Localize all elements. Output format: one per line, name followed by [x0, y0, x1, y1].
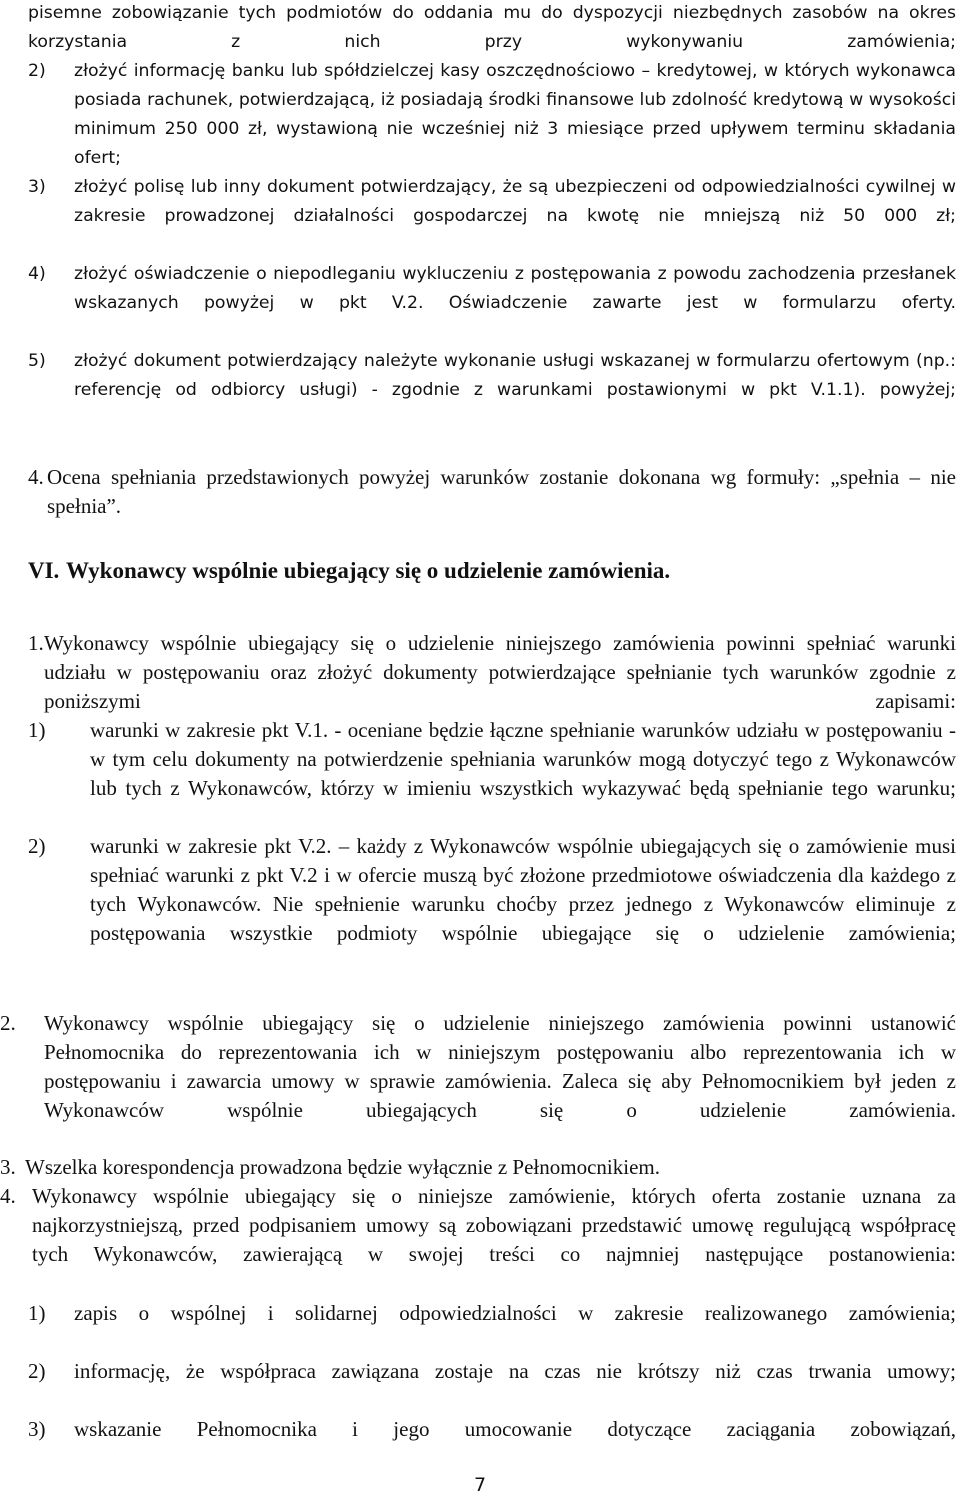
item4-number: 4): [28, 264, 46, 284]
item4-text: złożyć oświadczenie o niepodleganiu wykluczeniu z postępowania z powodu zachodzenia przesłanek wskazanych powyżej w pkt V.2. Oświadczenie zawarte jest w formularzu oferty.: [74, 264, 956, 313]
vi-point4: [0, 1182, 956, 1269]
vi-point1-sub2: [28, 832, 956, 948]
vi-point2: [0, 1009, 956, 1125]
vi-point3-text: Wszelka korespondencja prowadzona będzie wyłącznie z Pełnomocnikiem.: [25, 1155, 660, 1179]
vi-point2-number: 2.: [0, 1011, 16, 1035]
vi-point1-sub2-number: 2): [28, 834, 46, 858]
point4-number: 4.: [28, 465, 44, 489]
vi-point1-sub1-number: 1): [28, 718, 46, 742]
vi-point4-sub3-number: 3): [28, 1417, 46, 1441]
vi-point4-number: 4.: [0, 1184, 16, 1208]
section-vi-number: VI.: [28, 558, 60, 583]
vi-point4-sub2-number: 2): [28, 1359, 46, 1383]
item3: [28, 173, 956, 231]
vi-point1-sub1: [28, 716, 956, 803]
vi-point4-sub3: [28, 1415, 956, 1444]
vi-point3: [0, 1153, 956, 1182]
vi-point4-sub1-number: 1): [28, 1301, 46, 1325]
item3-text: złożyć polisę lub inny dokument potwierdzający, że są ubezpieczeni od odpowiedzialności cywilnej w zakresie prowadzonej działalności gospodarczej na kwotę nie mniejszą niż 50 000 zł;: [74, 177, 956, 226]
item4: [28, 260, 956, 318]
vi-point2-text: Wykonawcy wspólnie ubiegający się o udzielenie niniejszego zamówienia powinni ustanowić Pełnomocnika do reprezentowania ich w niniejszym postępowaniu albo reprezentowania ich w postępowaniu i zawarcia umowy w sprawie zamówienia. Zaleca się aby Pełnomocnikiem był jeden z Wykonawców wspólnie ubiegających się o udzielenie zamówienia.: [44, 1011, 956, 1122]
section-vi-heading: [28, 556, 956, 586]
vi-point1: [28, 629, 956, 716]
vi-point4-sub1-text: zapis o wspólnej i solidarnej odpowiedzialności w zakresie realizowanego zamówienia;: [74, 1301, 956, 1325]
vi-point1-sub1-text: warunki w zakresie pkt V.1. - oceniane będzie łączne spełnianie warunków udziału w postępowaniu - w tym celu dokumenty na potwierdzenie spełniania warunków mogą dotyczyć tego z Wykonawców lub tych z Wykonawców, którzy w imieniu wszystkich wykazywać będą spełnianie tego warunku;: [90, 718, 956, 800]
vi-point3-number: 3.: [0, 1155, 16, 1179]
page-number: 7: [473, 1474, 487, 1496]
vi-point4-text: Wykonawcy wspólnie ubiegający się o niniejsze zamówienie, których oferta zostanie uznana za najkorzystniejszą, przed podpisaniem umowy są zobowiązani przedstawić umowę regulującą współpracę tych Wykonawców, zawierającą w swojej treści co najmniej następujące postanowienia:: [32, 1184, 956, 1266]
item5-text: złożyć dokument potwierdzający należyte wykonanie usługi wskazanej w formularzu ofertowym (np.: referencję od odbiorcy usługi) - zgodnie z warunkami postawionymi w pkt V.1.1). powyżej;: [74, 351, 956, 400]
item5: [28, 347, 956, 405]
vi-point4-sub1: [28, 1299, 956, 1328]
item1-continuation: [28, 0, 956, 57]
vi-point4-sub2-text: informację, że współpraca zawiązana zostaje na czas nie krótszy niż czas trwania umowy;: [74, 1359, 956, 1383]
section-vi-title: Wykonawcy wspólnie ubiegający się o udzielenie zamówienia.: [66, 558, 671, 583]
vi-point4-sub3-text: wskazanie Pełnomocnika i jego umocowanie dotyczące zaciągania zobowiązań,: [74, 1417, 956, 1441]
vi-point1-number: 1.: [28, 631, 44, 655]
item3-number: 3): [28, 177, 46, 197]
point4: [28, 463, 956, 521]
item2-text: złożyć informację banku lub spółdzielczej kasy oszczędnościowo – kredytowej, w których wykonawca posiada rachunek, potwierdzającą, iż posiadają środki finansowe lub zdolność kredytową w wysokości minimum 250 000 zł, wystawioną nie wcześniej niż 3 miesiące przed upływem terminu składania ofert;: [74, 61, 956, 168]
vi-point4-sub2: [28, 1357, 956, 1386]
item5-number: 5): [28, 351, 46, 371]
vi-point1-sub2-text: warunki w zakresie pkt V.2. – każdy z Wykonawców wspólnie ubiegających się o zamówienie musi spełniać warunki z pkt V.2 i w ofercie muszą być złożone przedmiotowe oświadczenia dla każdego z tych Wykonawców. Nie spełnienie warunku choćby przez jednego z Wykonawców eliminuje z postępowania wszystkie podmioty wspólnie ubiegające się o udzielenie zamówienia;: [90, 834, 956, 945]
point4-text: Ocena spełniania przedstawionych powyżej warunków zostanie dokonana wg formuły: „spełnia – nie spełnia”.: [47, 465, 956, 518]
item2: [28, 57, 956, 173]
item2-number: 2): [28, 61, 46, 81]
vi-point1-text: Wykonawcy wspólnie ubiegający się o udzielenie niniejszego zamówienia powinni spełniać warunki udziału w postępowaniu oraz złożyć dokumenty potwierdzające spełnianie tych warunków zgodnie z poniższymi zapisami:: [44, 631, 956, 713]
item1-continuation-text: pisemne zobowiązanie tych podmiotów do oddania mu do dyspozycji niezbędnych zasobów na okres korzystania z nich przy wykonywaniu zamówienia;: [28, 3, 956, 52]
